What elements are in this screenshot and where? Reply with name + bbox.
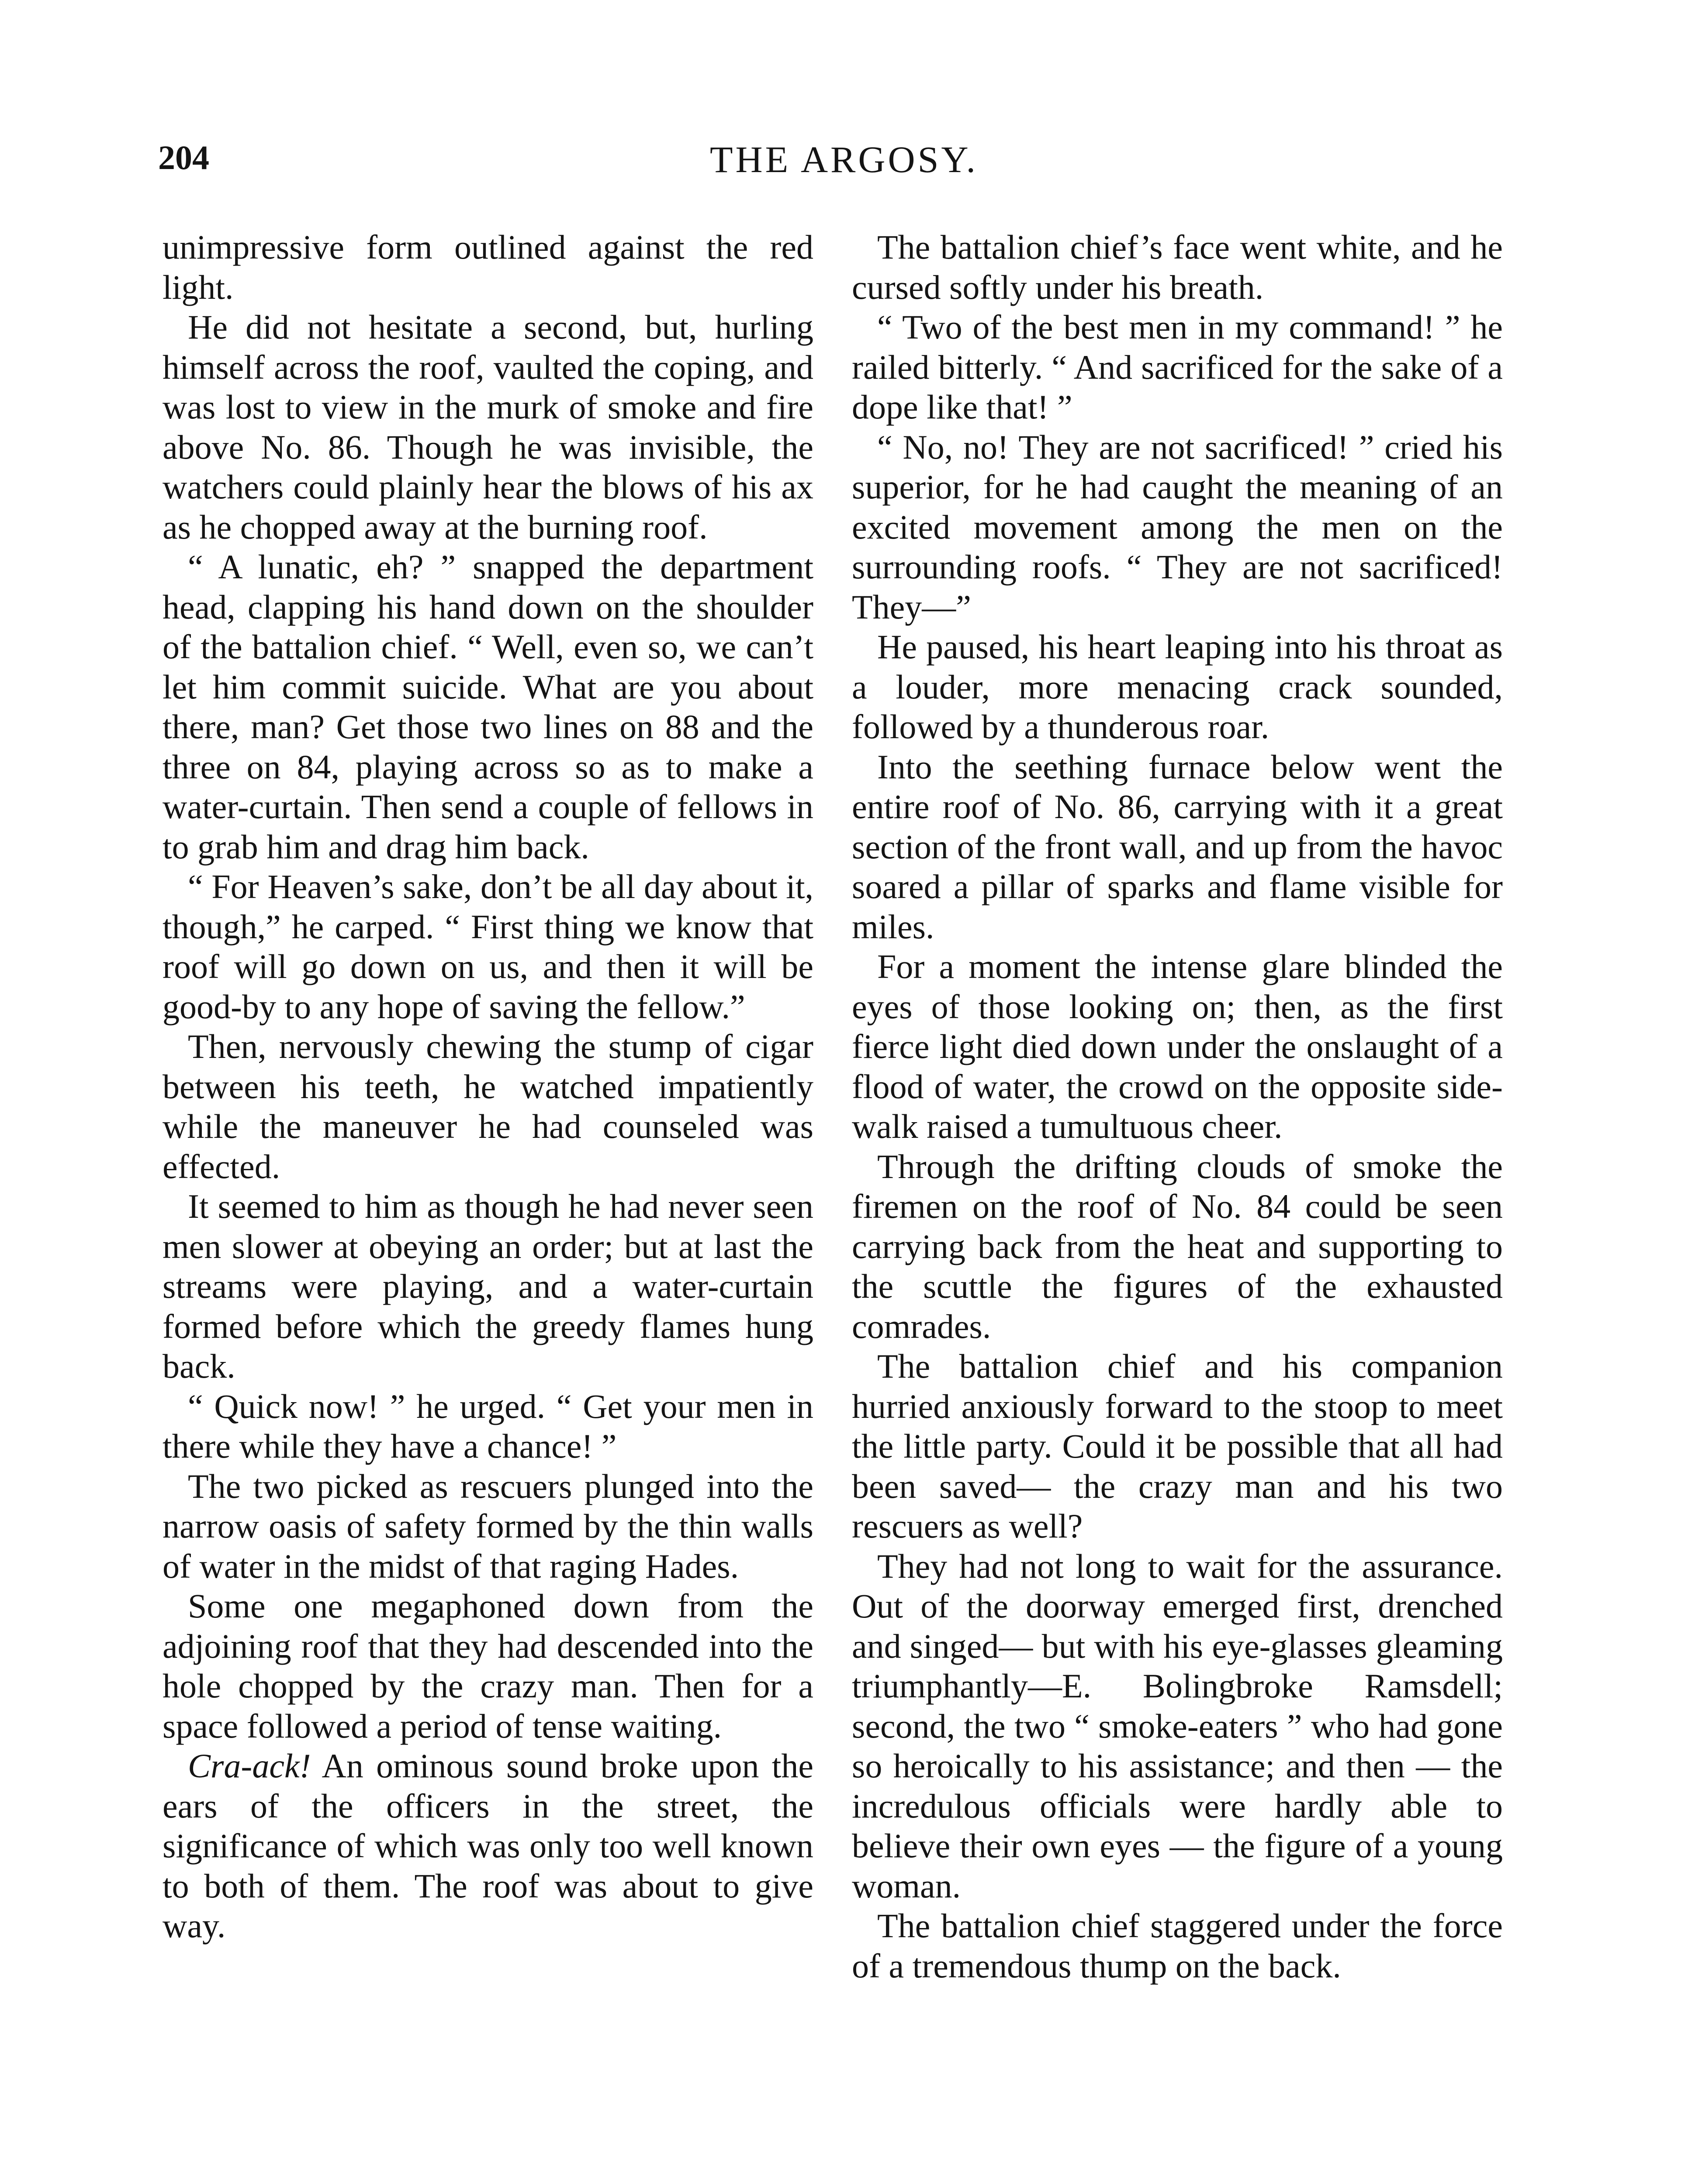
paragraph: “ Quick now! ” he urged. “ Get your men in there while they have a chance! ” <box>163 1387 813 1465</box>
paragraph: Then, nervously chewing the stump of cigar between his teeth, he watched impatiently while the maneuver he had counseled was effected. <box>163 1027 813 1185</box>
paragraph: It seemed to him as though he had never seen men slower at obeying an order; but at last the streams were playing, and a water-curtain formed before which the greedy flames hung back. <box>163 1187 813 1385</box>
right-column <box>852 227 1503 1986</box>
paragraph: The two picked as rescuers plunged into the narrow oasis of safety formed by the thin walls of water in the midst of that raging Hades. <box>163 1467 813 1585</box>
running-head: THE ARGOSY. <box>710 138 978 180</box>
paragraph: Some one megaphoned down from the adjoining roof that they had descended into the hole chopped by the crazy man. Then for a space followed a period of tense waiting. <box>163 1587 813 1745</box>
paragraph: “ Two of the best men in my command! ” he railed bitterly. “ And sacrificed for the sake of a dope like that! ” <box>852 308 1503 426</box>
paragraph: “ No, no! They are not sacrificed! ” cried his superior, for he had caught the meaning of an excited movement among the men on the surrounding roofs. “ They are not sacrificed! They—” <box>852 428 1503 626</box>
left-column <box>163 227 813 1946</box>
paragraph: The battalion chief staggered under the force of a tremendous thump on the back. <box>852 1907 1503 1985</box>
italic-lead: Cra-ack! <box>188 1747 311 1785</box>
paragraph: Through the drifting clouds of smoke the firemen on the roof of No. 84 could be seen carrying back from the heat and supporting to the scuttle the figures of the exhausted comrades. <box>852 1147 1503 1345</box>
page-number: 204 <box>158 138 209 176</box>
paragraph: The battalion chief and his companion hurried anxiously forward to the stoop to meet the little party. Could it be possible that all had been saved— the crazy man and his two rescuers as well? <box>852 1347 1503 1545</box>
paragraph: “ For Heaven’s sake, don’t be all day about it, though,” he carped. “ First thing we know that roof will go down on us, and then it will be good-by to any hope of saving the fellow.” <box>163 867 813 1026</box>
paragraph: He paused, his heart leaping into his throat as a louder, more menacing crack sounded, followed by a thunderous roar. <box>852 628 1503 746</box>
paragraph: The battalion chief’s face went white, and he cursed softly under his breath. <box>852 228 1503 306</box>
paragraph: “ A lunatic, eh? ” snapped the department head, clapping his hand down on the shoulder of the battalion chief. “ Well, even so, we can’t let him commit suicide. What are you about there, man? Get those two lines on 88 and the three on 84, playing across so as to make a water-curtain. Then send a couple of fellows in to grab him and drag him back. <box>163 548 813 866</box>
paragraph: He did not hesitate a second, but, hurling himself across the roof, vaulted the coping, and was lost to view in the murk of smoke and fire above No. 86. Though he was invisible, the watchers could plainly hear the blows of his ax as he chopped away at the burning roof. <box>163 308 813 546</box>
paragraph-italic-lead: Cra-ack! An ominous sound broke upon the ears of the officers in the street, the significance of which was only too well known to both of them. The roof was about to give way. <box>163 1747 813 1945</box>
paragraph: They had not long to wait for the assurance. Out of the doorway emerged first, drenched and singed— but with his eye-glasses gleaming triumphantly—E. Bolingbroke Ramsdell; second, the two “ smoke-eaters ” who had gone so heroically to his assistance; and then — the incredulous officials were hardly able to believe their own eyes — the figure of a young woman. <box>852 1547 1503 1905</box>
paragraph: unimpressive form outlined against the red light. <box>163 228 813 306</box>
paragraph: Into the seething furnace below went the entire roof of No. 86, carrying with it a great section of the front wall, and up from the havoc soared a pillar of sparks and flame visible for miles. <box>852 747 1503 946</box>
paragraph: For a moment the intense glare blinded the eyes of those looking on; then, as the first fierce light died down under the onslaught of a flood of water, the crowd on the opposite sidewalk raised a tumultuous cheer. <box>852 947 1503 1145</box>
